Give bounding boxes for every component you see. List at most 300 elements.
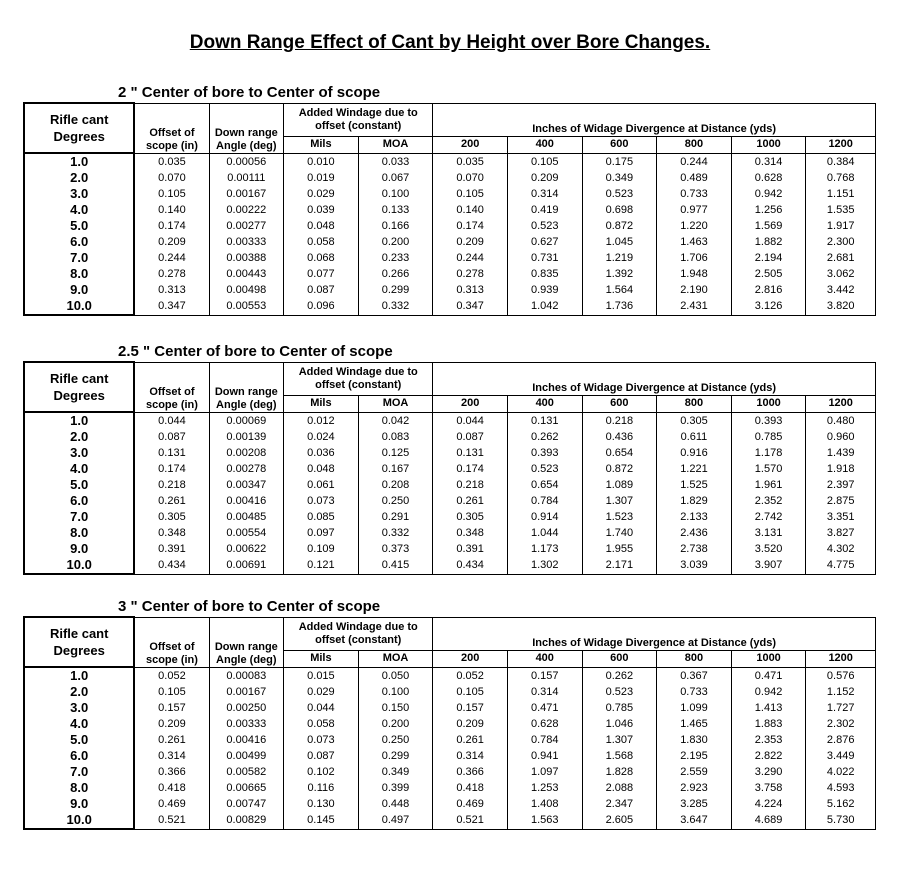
value-cell: 0.052 <box>433 667 508 684</box>
value-cell: 0.305 <box>433 509 508 525</box>
table-row <box>24 684 876 700</box>
value-cell: 1.570 <box>731 461 806 477</box>
value-cell: 3.758 <box>731 780 806 796</box>
value-cell: 2.436 <box>657 525 732 541</box>
value-cell: 4.302 <box>806 541 876 557</box>
windage-label-line2: offset (constant) <box>315 378 402 391</box>
value-cell: 0.628 <box>507 716 582 732</box>
value-cell: 0.266 <box>358 266 433 282</box>
value-cell: 0.218 <box>582 412 657 429</box>
value-cell: 0.00167 <box>209 684 284 700</box>
value-cell: 1.392 <box>582 266 657 282</box>
value-cell: 0.058 <box>284 234 359 250</box>
table-row <box>24 764 876 780</box>
distance-header-1200: 1200 <box>806 650 876 667</box>
value-cell: 0.305 <box>134 509 209 525</box>
value-cell: 1.045 <box>582 234 657 250</box>
cant-degree-cell: 3.0 <box>24 186 134 202</box>
windage-header <box>284 103 433 136</box>
value-cell: 0.939 <box>507 282 582 298</box>
rifle-cant-label: Rifle cant <box>49 371 109 386</box>
distance-header-600: 600 <box>582 650 657 667</box>
value-cell: 0.733 <box>657 186 732 202</box>
cant-degree-cell: 5.0 <box>24 732 134 748</box>
value-cell: 1.219 <box>582 250 657 266</box>
value-cell: 0.067 <box>358 170 433 186</box>
value-cell: 0.916 <box>657 445 732 461</box>
value-cell: 0.654 <box>582 445 657 461</box>
value-cell: 0.314 <box>507 684 582 700</box>
value-cell: 0.00167 <box>209 186 284 202</box>
distance-header-200: 200 <box>433 136 508 153</box>
cant-degree-cell: 5.0 <box>24 477 134 493</box>
table-row <box>24 700 876 716</box>
value-cell: 0.698 <box>582 202 657 218</box>
value-cell: 0.434 <box>134 557 209 574</box>
table-row <box>24 748 876 764</box>
distance-header-800: 800 <box>657 650 732 667</box>
value-cell: 0.347 <box>134 298 209 315</box>
value-cell: 0.262 <box>507 429 582 445</box>
distance-header-1000: 1000 <box>731 650 806 667</box>
mils-header: Mils <box>284 136 359 153</box>
value-cell: 3.290 <box>731 764 806 780</box>
value-cell: 1.097 <box>507 764 582 780</box>
degrees-label: Degrees <box>53 643 105 658</box>
value-cell: 0.469 <box>134 796 209 812</box>
value-cell: 0.131 <box>433 445 508 461</box>
degrees-label: Degrees <box>53 388 105 403</box>
value-cell: 3.126 <box>731 298 806 315</box>
value-cell: 0.033 <box>358 153 433 170</box>
value-cell: 2.194 <box>731 250 806 266</box>
value-cell: 1.883 <box>731 716 806 732</box>
value-cell: 0.109 <box>284 541 359 557</box>
mils-header: Mils <box>284 650 359 667</box>
value-cell: 1.152 <box>806 684 876 700</box>
value-cell: 0.087 <box>284 282 359 298</box>
value-cell: 0.097 <box>284 525 359 541</box>
value-cell: 1.740 <box>582 525 657 541</box>
value-cell: 0.166 <box>358 218 433 234</box>
value-cell: 1.523 <box>582 509 657 525</box>
value-cell: 3.820 <box>806 298 876 315</box>
value-cell: 3.351 <box>806 509 876 525</box>
value-cell: 0.048 <box>284 461 359 477</box>
moa-header: MOA <box>358 395 433 412</box>
offset-header <box>134 103 209 153</box>
value-cell: 0.941 <box>507 748 582 764</box>
value-cell: 2.302 <box>806 716 876 732</box>
cant-degree-cell: 7.0 <box>24 764 134 780</box>
divergence-header: Inches of Widage Divergence at Distance (yds) <box>433 617 876 650</box>
value-cell: 1.564 <box>582 282 657 298</box>
value-cell: 1.465 <box>657 716 732 732</box>
table-row <box>24 780 876 796</box>
offset-label-line2: scope (in) <box>145 398 198 411</box>
cant-degree-cell: 4.0 <box>24 461 134 477</box>
value-cell: 1.221 <box>657 461 732 477</box>
value-cell: 0.00222 <box>209 202 284 218</box>
value-cell: 0.521 <box>433 812 508 829</box>
value-cell: 0.977 <box>657 202 732 218</box>
value-cell: 0.00747 <box>209 796 284 812</box>
value-cell: 1.413 <box>731 700 806 716</box>
value-cell: 0.00208 <box>209 445 284 461</box>
table-row <box>24 282 876 298</box>
table-row <box>24 667 876 684</box>
value-cell: 0.209 <box>433 716 508 732</box>
value-cell: 0.314 <box>507 186 582 202</box>
cant-degree-cell: 8.0 <box>24 266 134 282</box>
value-cell: 0.00056 <box>209 153 284 170</box>
table-row <box>24 412 876 429</box>
offset-label-line2: scope (in) <box>145 139 198 152</box>
value-cell: 1.961 <box>731 477 806 493</box>
cant-degree-cell: 9.0 <box>24 282 134 298</box>
cant-degree-cell: 2.0 <box>24 170 134 186</box>
value-cell: 0.314 <box>433 748 508 764</box>
value-cell: 0.523 <box>507 218 582 234</box>
cant-degree-cell: 1.0 <box>24 412 134 429</box>
cant-degree-cell: 7.0 <box>24 509 134 525</box>
value-cell: 0.00622 <box>209 541 284 557</box>
cant-degree-cell: 2.0 <box>24 429 134 445</box>
cant-degree-cell: 9.0 <box>24 796 134 812</box>
value-cell: 3.442 <box>806 282 876 298</box>
table-row <box>24 477 876 493</box>
value-cell: 0.244 <box>657 153 732 170</box>
distance-header-200: 200 <box>433 395 508 412</box>
value-cell: 0.00416 <box>209 732 284 748</box>
value-cell: 0.305 <box>657 412 732 429</box>
cant-degree-cell: 4.0 <box>24 202 134 218</box>
table-row <box>24 234 876 250</box>
value-cell: 1.828 <box>582 764 657 780</box>
value-cell: 0.436 <box>582 429 657 445</box>
value-cell: 0.130 <box>284 796 359 812</box>
table-row <box>24 170 876 186</box>
table-row <box>24 153 876 170</box>
windage-label-line2: offset (constant) <box>315 633 402 646</box>
value-cell: 0.157 <box>507 667 582 684</box>
value-cell: 2.738 <box>657 541 732 557</box>
value-cell: 0.942 <box>731 186 806 202</box>
value-cell: 2.133 <box>657 509 732 525</box>
value-cell: 1.829 <box>657 493 732 509</box>
offset-label-line1: Offset of <box>149 640 195 653</box>
value-cell: 3.827 <box>806 525 876 541</box>
distance-header-600: 600 <box>582 395 657 412</box>
value-cell: 0.914 <box>507 509 582 525</box>
value-cell: 0.096 <box>284 298 359 315</box>
rifle-cant-header <box>24 617 134 667</box>
value-cell: 1.307 <box>582 493 657 509</box>
angle-header <box>209 103 284 153</box>
value-cell: 0.654 <box>507 477 582 493</box>
distance-header-800: 800 <box>657 395 732 412</box>
offset-label-line1: Offset of <box>149 385 195 398</box>
value-cell: 0.087 <box>134 429 209 445</box>
value-cell: 0.036 <box>284 445 359 461</box>
value-cell: 4.022 <box>806 764 876 780</box>
value-cell: 0.044 <box>284 700 359 716</box>
value-cell: 1.151 <box>806 186 876 202</box>
value-cell: 0.480 <box>806 412 876 429</box>
value-cell: 0.785 <box>731 429 806 445</box>
table-row <box>24 493 876 509</box>
value-cell: 0.087 <box>433 429 508 445</box>
angle-header <box>209 617 284 667</box>
value-cell: 0.00416 <box>209 493 284 509</box>
table-row <box>24 541 876 557</box>
cant-degree-cell: 4.0 <box>24 716 134 732</box>
value-cell: 0.100 <box>358 186 433 202</box>
value-cell: 0.00499 <box>209 748 284 764</box>
value-cell: 0.157 <box>134 700 209 716</box>
value-cell: 0.349 <box>358 764 433 780</box>
cant-degree-cell: 8.0 <box>24 780 134 796</box>
value-cell: 0.058 <box>284 716 359 732</box>
angle-label-line2: Angle (deg) <box>216 398 277 411</box>
value-cell: 0.00691 <box>209 557 284 574</box>
angle-label-line1: Down range <box>214 640 278 653</box>
windage-label-line1: Added Windage due to <box>298 106 418 119</box>
value-cell: 0.061 <box>284 477 359 493</box>
value-cell: 0.418 <box>433 780 508 796</box>
section-title: 3 " Center of bore to Center of scope <box>118 598 381 615</box>
page-title: Down Range Effect of Cant by Height over Bore Changes. <box>189 32 711 53</box>
value-cell: 0.332 <box>358 525 433 541</box>
value-cell: 1.918 <box>806 461 876 477</box>
angle-label-line2: Angle (deg) <box>216 139 277 152</box>
value-cell: 0.244 <box>134 250 209 266</box>
value-cell: 0.167 <box>358 461 433 477</box>
angle-label-line2: Angle (deg) <box>216 653 277 666</box>
cant-degree-cell: 2.0 <box>24 684 134 700</box>
value-cell: 0.039 <box>284 202 359 218</box>
value-cell: 0.125 <box>358 445 433 461</box>
value-cell: 0.731 <box>507 250 582 266</box>
value-cell: 0.960 <box>806 429 876 445</box>
value-cell: 0.250 <box>358 732 433 748</box>
moa-header: MOA <box>358 136 433 153</box>
value-cell: 0.035 <box>134 153 209 170</box>
windage-label-line1: Added Windage due to <box>298 620 418 633</box>
rifle-cant-header <box>24 362 134 412</box>
value-cell: 0.00347 <box>209 477 284 493</box>
value-cell: 0.244 <box>433 250 508 266</box>
value-cell: 0.523 <box>582 684 657 700</box>
value-cell: 0.105 <box>134 186 209 202</box>
value-cell: 0.00111 <box>209 170 284 186</box>
cant-degree-cell: 6.0 <box>24 493 134 509</box>
value-cell: 2.875 <box>806 493 876 509</box>
section-title: 2.5 " Center of bore to Center of scope <box>118 343 393 360</box>
value-cell: 2.352 <box>731 493 806 509</box>
value-cell: 0.418 <box>134 780 209 796</box>
value-cell: 0.872 <box>582 218 657 234</box>
value-cell: 1.525 <box>657 477 732 493</box>
value-cell: 0.489 <box>657 170 732 186</box>
value-cell: 0.299 <box>358 748 433 764</box>
angle-label-line1: Down range <box>214 126 278 139</box>
value-cell: 4.593 <box>806 780 876 796</box>
value-cell: 0.209 <box>507 170 582 186</box>
divergence-header: Inches of Widage Divergence at Distance (yds) <box>433 362 876 395</box>
value-cell: 1.099 <box>657 700 732 716</box>
value-cell: 0.469 <box>433 796 508 812</box>
value-cell: 0.00333 <box>209 234 284 250</box>
value-cell: 1.706 <box>657 250 732 266</box>
value-cell: 0.00553 <box>209 298 284 315</box>
distance-header-1000: 1000 <box>731 395 806 412</box>
value-cell: 0.035 <box>433 153 508 170</box>
table-row <box>24 186 876 202</box>
table-row <box>24 509 876 525</box>
value-cell: 0.140 <box>134 202 209 218</box>
value-cell: 0.200 <box>358 234 433 250</box>
value-cell: 0.100 <box>358 684 433 700</box>
offset-header <box>134 617 209 667</box>
value-cell: 0.497 <box>358 812 433 829</box>
value-cell: 0.00498 <box>209 282 284 298</box>
value-cell: 2.559 <box>657 764 732 780</box>
value-cell: 0.209 <box>433 234 508 250</box>
value-cell: 0.050 <box>358 667 433 684</box>
value-cell: 4.689 <box>731 812 806 829</box>
value-cell: 0.393 <box>731 412 806 429</box>
value-cell: 0.024 <box>284 429 359 445</box>
value-cell: 0.073 <box>284 732 359 748</box>
cant-degree-cell: 10.0 <box>24 298 134 315</box>
value-cell: 0.070 <box>134 170 209 186</box>
value-cell: 0.611 <box>657 429 732 445</box>
value-cell: 0.087 <box>284 748 359 764</box>
value-cell: 0.314 <box>731 153 806 170</box>
value-cell: 2.171 <box>582 557 657 574</box>
value-cell: 0.105 <box>134 684 209 700</box>
distance-header-1000: 1000 <box>731 136 806 153</box>
table-row <box>24 525 876 541</box>
value-cell: 2.353 <box>731 732 806 748</box>
angle-header <box>209 362 284 412</box>
offset-label-line2: scope (in) <box>145 653 198 666</box>
value-cell: 1.955 <box>582 541 657 557</box>
value-cell: 3.285 <box>657 796 732 812</box>
value-cell: 2.505 <box>731 266 806 282</box>
value-cell: 0.200 <box>358 716 433 732</box>
mils-header: Mils <box>284 395 359 412</box>
value-cell: 0.00278 <box>209 461 284 477</box>
value-cell: 0.233 <box>358 250 433 266</box>
value-cell: 0.332 <box>358 298 433 315</box>
table-row <box>24 250 876 266</box>
value-cell: 0.00829 <box>209 812 284 829</box>
value-cell: 0.523 <box>507 461 582 477</box>
table-row <box>24 557 876 574</box>
value-cell: 0.373 <box>358 541 433 557</box>
windage-label-line2: offset (constant) <box>315 119 402 132</box>
cant-degree-cell: 10.0 <box>24 557 134 574</box>
value-cell: 0.218 <box>433 477 508 493</box>
value-cell: 0.384 <box>806 153 876 170</box>
value-cell: 5.730 <box>806 812 876 829</box>
value-cell: 0.208 <box>358 477 433 493</box>
value-cell: 1.535 <box>806 202 876 218</box>
rifle-cant-header <box>24 103 134 153</box>
offset-header <box>134 362 209 412</box>
windage-label-line1: Added Windage due to <box>298 365 418 378</box>
value-cell: 0.835 <box>507 266 582 282</box>
value-cell: 0.012 <box>284 412 359 429</box>
value-cell: 0.314 <box>134 748 209 764</box>
value-cell: 1.173 <box>507 541 582 557</box>
value-cell: 0.471 <box>731 667 806 684</box>
value-cell: 2.742 <box>731 509 806 525</box>
rifle-cant-label: Rifle cant <box>49 626 109 641</box>
cant-degree-cell: 9.0 <box>24 541 134 557</box>
windage-header <box>284 362 433 395</box>
value-cell: 0.419 <box>507 202 582 218</box>
value-cell: 0.347 <box>433 298 508 315</box>
value-cell: 0.044 <box>134 412 209 429</box>
value-cell: 1.830 <box>657 732 732 748</box>
table-row <box>24 298 876 315</box>
value-cell: 0.174 <box>134 461 209 477</box>
value-cell: 0.733 <box>657 684 732 700</box>
value-cell: 1.439 <box>806 445 876 461</box>
value-cell: 0.348 <box>433 525 508 541</box>
value-cell: 0.131 <box>134 445 209 461</box>
value-cell: 1.256 <box>731 202 806 218</box>
value-cell: 1.046 <box>582 716 657 732</box>
value-cell: 0.133 <box>358 202 433 218</box>
cant-degree-cell: 5.0 <box>24 218 134 234</box>
distance-header-600: 600 <box>582 136 657 153</box>
value-cell: 1.727 <box>806 700 876 716</box>
value-cell: 2.195 <box>657 748 732 764</box>
value-cell: 0.174 <box>433 218 508 234</box>
value-cell: 0.291 <box>358 509 433 525</box>
value-cell: 0.105 <box>433 684 508 700</box>
value-cell: 1.568 <box>582 748 657 764</box>
section-title: 2 " Center of bore to Center of scope <box>118 84 381 101</box>
value-cell: 0.415 <box>358 557 433 574</box>
value-cell: 0.073 <box>284 493 359 509</box>
value-cell: 1.253 <box>507 780 582 796</box>
value-cell: 1.089 <box>582 477 657 493</box>
value-cell: 0.052 <box>134 667 209 684</box>
value-cell: 0.784 <box>507 493 582 509</box>
value-cell: 2.300 <box>806 234 876 250</box>
value-cell: 0.209 <box>134 234 209 250</box>
value-cell: 0.029 <box>284 684 359 700</box>
value-cell: 0.105 <box>507 153 582 170</box>
table-row <box>24 796 876 812</box>
value-cell: 3.131 <box>731 525 806 541</box>
value-cell: 0.209 <box>134 716 209 732</box>
value-cell: 1.569 <box>731 218 806 234</box>
distance-header-400: 400 <box>507 650 582 667</box>
value-cell: 0.145 <box>284 812 359 829</box>
offset-label-line1: Offset of <box>149 126 195 139</box>
distance-header-200: 200 <box>433 650 508 667</box>
value-cell: 0.628 <box>731 170 806 186</box>
value-cell: 0.175 <box>582 153 657 170</box>
cant-degree-cell: 6.0 <box>24 748 134 764</box>
table-row <box>24 202 876 218</box>
